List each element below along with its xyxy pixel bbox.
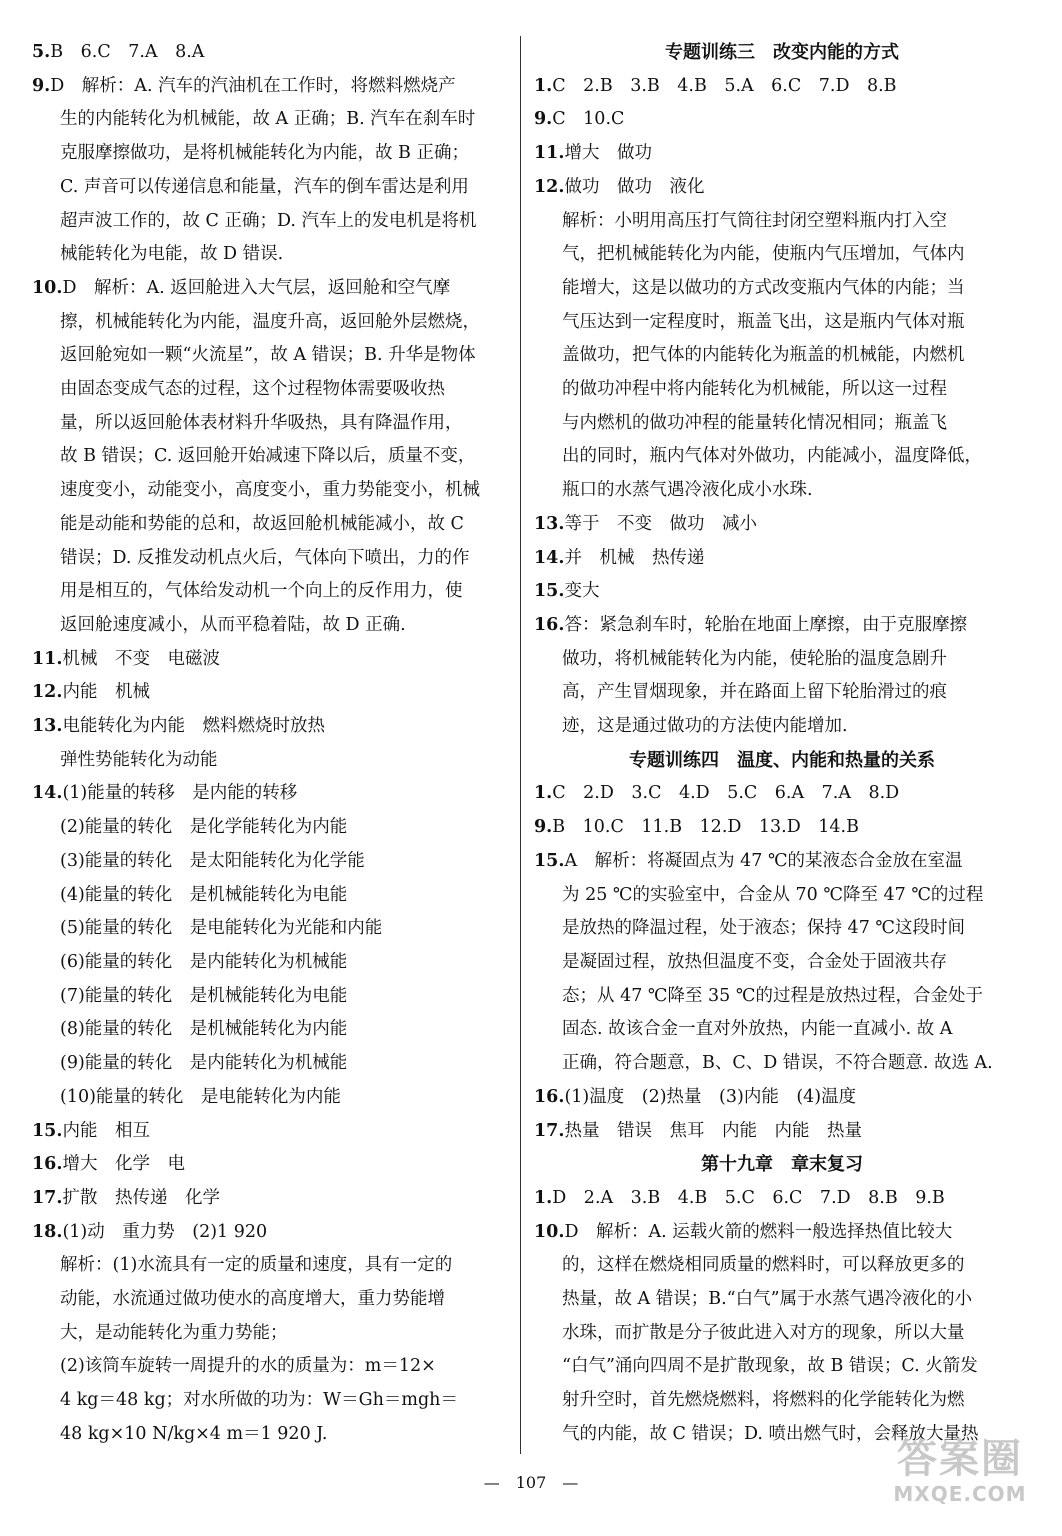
item-text: (1)能量的转移 是内能的转移 bbox=[62, 783, 298, 804]
answer-item bbox=[534, 1115, 1030, 1149]
item-number: 17. bbox=[32, 1187, 63, 1208]
item-text: 热量 错误 焦耳 内能 内能 热量 bbox=[564, 1120, 862, 1141]
item-number: 15. bbox=[32, 1120, 63, 1141]
item-line: 迹，这是通过做功的方法使内能增加. bbox=[562, 716, 848, 737]
item-text: (1)动 重力势 (2)1 920 bbox=[62, 1221, 268, 1242]
answer-item bbox=[32, 1216, 508, 1452]
item-line bbox=[32, 1115, 508, 1149]
item-line bbox=[534, 70, 1030, 104]
answer-item bbox=[32, 1148, 508, 1182]
item-line: 的做功冲程中将内能转化为机械能，所以这一过程 bbox=[562, 379, 947, 400]
item-line: 高，产生冒烟现象，并在路面上留下轮胎滑过的痕 bbox=[562, 682, 947, 703]
item-text: D 2.A 3.B 4.B 5.C 6.C 7.D 8.B 9.B bbox=[552, 1187, 945, 1208]
item-line: 射升空时，首先燃烧燃料，将燃料的化学能转化为燃 bbox=[562, 1390, 965, 1411]
item-line: 能是动能和势能的总和，故返回舱机械能减小，故 C bbox=[60, 513, 464, 534]
item-line: 做功，将机械能转化为内能，使轮胎的温度急剧升 bbox=[562, 648, 947, 669]
item-line bbox=[534, 575, 1030, 609]
answer-item bbox=[32, 1115, 508, 1149]
item-line: 48 kg×10 N/kg×4 m＝1 920 J. bbox=[60, 1423, 328, 1444]
item-line: 错误；D. 反推发动机点火后，气体向下喷出，力的作 bbox=[60, 547, 470, 568]
item-text: C 10.C bbox=[552, 109, 625, 130]
item-text: D 解析：A. 返回舱进入大气层，返回舱和空气摩 bbox=[62, 277, 451, 298]
answer-item bbox=[32, 36, 508, 70]
item-line: 水珠，而扩散是分子彼此进入对方的现象，所以大量 bbox=[562, 1322, 965, 1343]
item-line: (5)能量的转化 是电能转化为光能和内能 bbox=[60, 918, 383, 939]
answer-item bbox=[534, 137, 1030, 171]
item-number: 13. bbox=[534, 513, 565, 534]
item-line bbox=[32, 777, 508, 811]
item-number: 16. bbox=[534, 1086, 565, 1107]
item-line: 能增大，这是以做功的方式改变瓶内气体的内能；当 bbox=[562, 277, 965, 298]
item-line: 速度变小，动能变小，高度变小，重力势能变小，机械 bbox=[60, 480, 480, 501]
watermark-url: MXQE.COM bbox=[893, 1482, 1027, 1506]
item-number: 5. bbox=[32, 42, 51, 62]
item-number: 9. bbox=[534, 109, 553, 130]
item-line: 动能，水流通过做功使水的高度增大，重力势能增 bbox=[60, 1289, 445, 1310]
answer-item bbox=[32, 272, 508, 643]
answer-item bbox=[32, 70, 508, 272]
item-line bbox=[534, 609, 1030, 643]
item-number: 16. bbox=[32, 1154, 63, 1175]
answer-item bbox=[534, 811, 1030, 845]
item-line bbox=[534, 103, 1030, 137]
item-line: 与内燃机的做功冲程的能量转化情况相同；瓶盖飞 bbox=[562, 412, 947, 433]
answer-item bbox=[534, 1081, 1030, 1115]
item-number: 12. bbox=[32, 682, 63, 703]
answer-item bbox=[534, 542, 1030, 576]
item-line: 固态. 故该合金一直对外放热，内能一直减小. 故 A bbox=[562, 1019, 953, 1040]
item-line bbox=[32, 36, 508, 70]
item-line bbox=[32, 643, 508, 677]
item-number: 15. bbox=[534, 581, 565, 602]
item-text: (1)温度 (2)热量 (3)内能 (4)温度 bbox=[564, 1086, 857, 1107]
item-line: (8)能量的转化 是机械能转化为内能 bbox=[60, 1019, 348, 1040]
item-number: 14. bbox=[534, 547, 565, 568]
answer-item bbox=[534, 1182, 1030, 1216]
item-line: 返回舱速度减小，从而平稳着陆，故 D 正确. bbox=[60, 614, 406, 635]
answer-item bbox=[534, 508, 1030, 542]
page-number: — 107 — bbox=[483, 1473, 579, 1492]
item-number: 18. bbox=[32, 1221, 63, 1242]
item-number: 17. bbox=[534, 1120, 565, 1141]
section-heading: 专题训练四 温度、内能和热量的关系 bbox=[629, 749, 935, 771]
item-text: 变大 bbox=[564, 581, 600, 602]
watermark-logo bbox=[880, 1436, 1040, 1516]
item-number: 12. bbox=[534, 176, 565, 197]
item-number: 10. bbox=[534, 1221, 565, 1242]
item-line bbox=[32, 710, 508, 744]
item-text: D 解析：A. 汽车的汽油机在工作时，将燃料燃烧产 bbox=[50, 75, 456, 96]
item-line: 出的同时，瓶内气体对外做功，内能减小，温度降低， bbox=[562, 446, 982, 467]
watermark-text: 答案圈 bbox=[897, 1436, 1023, 1482]
item-line: (7)能量的转化 是机械能转化为电能 bbox=[60, 985, 348, 1006]
item-number: 13. bbox=[32, 716, 63, 737]
item-line: 瓶口的水蒸气遇冷液化成小水珠. bbox=[562, 480, 813, 501]
item-text: 内能 机械 bbox=[62, 682, 150, 703]
item-line: 擦，机械能转化为内能，温度升高，返回舱外层燃烧， bbox=[60, 311, 480, 332]
item-line: 大，是动能转化为重力势能； bbox=[60, 1322, 288, 1343]
item-text: 增大 做功 bbox=[564, 143, 652, 164]
answer-item bbox=[534, 845, 1030, 1081]
item-line: “白气”涌向四周不是扩散现象，故 B 错误；C. 火箭发 bbox=[562, 1356, 978, 1377]
item-line: (4)能量的转化 是机械能转化为电能 bbox=[60, 884, 348, 905]
answer-item bbox=[534, 70, 1030, 104]
item-line: 弹性势能转化为动能 bbox=[60, 749, 218, 770]
item-line: 热量，故 A 错误；B.“白气”属于水蒸气遇冷液化的小 bbox=[562, 1289, 973, 1310]
item-line: (3)能量的转化 是太阳能转化为化学能 bbox=[60, 850, 365, 871]
answer-item bbox=[534, 575, 1030, 609]
answer-item bbox=[32, 710, 508, 777]
item-line: 态；从 47 ℃降至 35 ℃的过程是放热过程，合金处于 bbox=[562, 985, 983, 1006]
item-line bbox=[32, 70, 508, 104]
item-line: 超声波工作的，故 C 正确；D. 汽车上的发电机是将机 bbox=[60, 210, 477, 231]
item-line bbox=[534, 137, 1030, 171]
item-line: 正确，符合题意，B、C、D 错误，不符合题意. 故选 A. bbox=[562, 1053, 993, 1074]
item-text: 机械 不变 电磁波 bbox=[62, 648, 220, 669]
item-line bbox=[534, 171, 1030, 205]
item-line: C. 声音可以传递信息和能量，汽车的倒车雷达是利用 bbox=[60, 176, 469, 197]
item-line bbox=[534, 845, 1030, 879]
item-number: 10. bbox=[32, 277, 63, 298]
item-line bbox=[32, 1216, 508, 1250]
item-line: 是放热的降温过程，处于液态；保持 47 ℃这段时间 bbox=[562, 918, 965, 939]
answer-item bbox=[32, 676, 508, 710]
item-line: 生的内能转化为机械能，故 A 正确；B. 汽车在刹车时 bbox=[60, 109, 476, 130]
item-line: 为 25 ℃的实验室中，合金从 70 ℃降至 47 ℃的过程 bbox=[562, 884, 984, 905]
item-line: (10)能量的转化 是电能转化为内能 bbox=[60, 1086, 341, 1107]
item-number: 1. bbox=[534, 1187, 553, 1208]
item-number: 15. bbox=[534, 850, 565, 871]
item-line: 盖做功，把气体的内能转化为瓶盖的机械能，内燃机 bbox=[562, 345, 965, 366]
item-line bbox=[534, 811, 1030, 845]
item-text: C 2.B 3.B 4.B 5.A 6.C 7.D 8.B bbox=[552, 75, 897, 96]
item-text: 增大 化学 电 bbox=[62, 1154, 185, 1175]
item-line bbox=[32, 1182, 508, 1216]
item-line bbox=[534, 777, 1030, 811]
item-line: (6)能量的转化 是内能转化为机械能 bbox=[60, 951, 348, 972]
left-column bbox=[32, 36, 508, 1452]
item-line bbox=[534, 508, 1030, 542]
item-line: 械能转化为电能，故 D 错误. bbox=[60, 244, 284, 265]
item-number: 14. bbox=[32, 783, 63, 804]
item-line: 气的内能，故 C 错误；D. 喷出燃气时，会释放大量热 bbox=[562, 1423, 979, 1444]
item-number: 16. bbox=[534, 614, 565, 635]
item-line: 解析：(1)水流具有一定的质量和速度，具有一定的 bbox=[60, 1255, 453, 1276]
item-number: 11. bbox=[32, 648, 63, 669]
item-line: 故 B 错误；C. 返回舱开始减速下降以后，质量不变， bbox=[60, 446, 476, 467]
item-text: D 解析：A. 运载火箭的燃料一般选择热值比较大 bbox=[564, 1221, 953, 1242]
item-line bbox=[32, 272, 508, 306]
item-line: 气，把机械能转化为内能，使瓶内气压增加，气体内 bbox=[562, 244, 965, 265]
item-line: 返回舱宛如一颗“火流星”，故 A 错误；B. 升华是物体 bbox=[60, 345, 476, 366]
section-heading: 第十九章 章末复习 bbox=[701, 1154, 863, 1176]
answer-item bbox=[32, 1182, 508, 1216]
item-line bbox=[32, 676, 508, 710]
item-text: 并 机械 热传递 bbox=[564, 547, 705, 568]
item-line bbox=[534, 1115, 1030, 1149]
item-text: B 10.C 11.B 12.D 13.D 14.B bbox=[552, 817, 859, 838]
item-line: 4 kg＝48 kg；对水所做的功为：W＝Gh＝mgh＝ bbox=[60, 1390, 458, 1411]
answer-item bbox=[534, 777, 1030, 811]
item-number: 11. bbox=[534, 143, 565, 164]
item-text: C 2.D 3.C 4.D 5.C 6.A 7.A 8.D bbox=[552, 783, 900, 804]
item-line bbox=[534, 542, 1030, 576]
answer-item bbox=[32, 777, 508, 1114]
item-line bbox=[534, 1182, 1030, 1216]
item-text: 电能转化为内能 燃料燃烧时放热 bbox=[62, 716, 325, 737]
item-line: 是凝固过程，放热但温度不变，合金处于固液共存 bbox=[562, 951, 947, 972]
item-text: A 解析：将凝固点为 47 ℃的某液态合金放在室温 bbox=[564, 850, 963, 871]
answer-item bbox=[534, 171, 1030, 508]
item-text: 做功 做功 液化 bbox=[564, 176, 705, 197]
item-line: 由固态变成气态的过程，这个过程物体需要吸收热 bbox=[60, 379, 445, 400]
item-text: 扩散 热传递 化学 bbox=[62, 1187, 220, 1208]
answer-item bbox=[534, 1216, 1030, 1452]
answer-item bbox=[32, 643, 508, 677]
item-line: (2)该筒车旋转一周提升的水的质量为：m＝12× bbox=[60, 1356, 436, 1377]
item-line bbox=[534, 1081, 1030, 1115]
item-line: 克服摩擦做功，是将机械能转化为内能，故 B 正确； bbox=[60, 143, 469, 164]
item-number: 1. bbox=[534, 75, 553, 96]
item-line: 解析：小明用高压打气筒往封闭空塑料瓶内打入空 bbox=[562, 210, 947, 231]
item-line: 的，这样在燃烧相同质量的燃料时，可以释放更多的 bbox=[562, 1255, 965, 1276]
item-number: 9. bbox=[32, 75, 51, 96]
item-line: 用是相互的，气体给发动机一个向上的反作用力，使 bbox=[60, 581, 463, 602]
item-number: 9. bbox=[534, 817, 553, 838]
item-line bbox=[32, 1148, 508, 1182]
item-line bbox=[534, 1216, 1030, 1250]
answer-item bbox=[534, 103, 1030, 137]
item-line: (2)能量的转化 是化学能转化为内能 bbox=[60, 817, 348, 838]
item-text: 等于 不变 做功 减小 bbox=[564, 513, 757, 534]
item-text: B 6.C 7.A 8.A bbox=[50, 42, 205, 62]
item-line: 量，所以返回舱体表材料升华吸热，具有降温作用， bbox=[60, 412, 463, 433]
item-text: 内能 相互 bbox=[62, 1120, 150, 1141]
item-line: (9)能量的转化 是内能转化为机械能 bbox=[60, 1053, 348, 1074]
column-divider bbox=[520, 36, 521, 1454]
answer-item bbox=[534, 609, 1030, 744]
section-heading: 专题训练三 改变内能的方式 bbox=[665, 42, 899, 63]
item-text: 答：紧急刹车时，轮胎在地面上摩擦，由于克服摩擦 bbox=[564, 614, 967, 635]
item-number: 1. bbox=[534, 783, 553, 804]
right-column bbox=[534, 36, 1030, 1452]
item-line: 气压达到一定程度时，瓶盖飞出，这是瓶内气体对瓶 bbox=[562, 311, 965, 332]
